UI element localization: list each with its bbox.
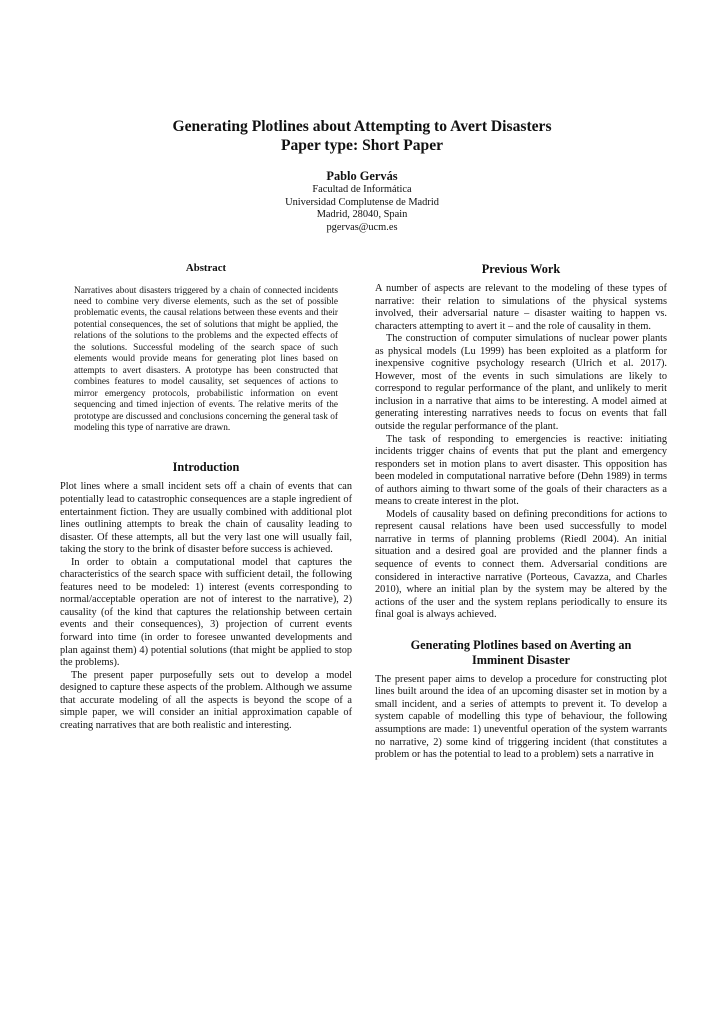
previous-work-heading: Previous Work [481, 262, 561, 276]
author-name: Pablo Gervás [326, 169, 398, 183]
author-email: pgervas@ucm.es [326, 222, 398, 234]
right-column [375, 262, 667, 762]
intro-paragraph-2: In order to obtain a computational model that captures the characteristics of the search space with sufficient detail, the following features need to be modeled: 1) interest (events corresponding to normal/acceptable operation are not of interest to the narrative), 2) causality (of the kind that captures the relationship between certain events and their consequences), 3) projection of current events forward into time (in order to foresee unwanted developments and plan against them) 4) potential solutions (that might be applied to stop the problems). [60, 556, 352, 669]
paper-title [60, 117, 664, 155]
paper-header [60, 117, 664, 235]
generating-paragraph-1: The present paper aims to develop a procedure for constructing plot lines built around the idea of an upcoming disaster set in motion by a small incident, and a series of attempts to prevent it. To develop a system capable of modelling this type of behaviour, the following assumptions are made: 1) uneventful operation of the system warrants no narrative, 2) some kind of triggering incident (that constitutes a problem or has the potential to lead to a problem) sets a narrative in [375, 673, 667, 761]
previous-work-paragraph-3: The task of responding to emergencies is reactive: initiating incidents trigger chains of events that put the plant and emergency responders set in motion plans to avert disaster. This opposition has been modeled in computational narrative before (Dehn 1989) in terms of authors aiming to thwart some of the goals of their characters as a means to create interest in the plot. [375, 433, 667, 508]
affiliation-line-2: Universidad Complutense de Madrid [285, 196, 439, 208]
generating-heading-line-1: Generating Plotlines based on Averting an [410, 637, 632, 652]
title-line-2: Paper type: Short Paper [280, 137, 444, 154]
generating-heading [375, 638, 667, 668]
left-column [60, 262, 352, 732]
previous-work-paragraph-2: The construction of computer simulations of nuclear power plants as physical models (Lu 1999) has been exploited as a platform for inexpensive cognitive psychology research (Ulrich et al. 2017). However, most of the events in such simulations are likely to correspond to regular performance of the plant, and unlikely to merit inclusion in a narrative that aims to be interesting. A model aimed at generating interesting narratives needs to focus on events that fall outside the regular performance of the plant. [375, 333, 667, 433]
affiliation-line-1: Facultad de Informática [312, 184, 412, 195]
intro-paragraph-3: The present paper purposefully sets out to develop a model designed to capture these aspects of the problem. Although we assume that accurate modeling of all the aspects is beyond the scope of a simple paper, we will consider an initial approximation capable of creating narratives that are both realistic and interesting. [60, 669, 352, 731]
abstract-text: Narratives about disasters triggered by a chain of connected incidents need to combine very diverse elements, such as the set of possible problematic events, the causal relations between these events and their potential consequences, the set of solutions that might be applied, the relations of the solutions to the problems and the expected effects of the solutions. Successful modeling of the search space of such elements would provide means for generating plot lines based on attempts to avert disasters. A prototype has been constructed that combines features to model causality, set sequences of actions to mirror emergency protocols, probabilistic information on event sequencing and timed injection of events. The relative merits of the prototype are discussed and conclusions concerning the general task of modeling this type of narrative are drawn. [74, 285, 338, 433]
previous-work-paragraph-1: A number of aspects are relevant to the modeling of these types of narrative: their relation to simulations of the physical systems involved, their adversarial nature – disaster waiting to happen vs. characters attempting to avert it – and the role of causality in them. [375, 283, 667, 332]
affiliation-line-3: Madrid, 28040, Spain [316, 209, 408, 221]
previous-work-paragraph-4: Models of causality based on defining preconditions for actions to represent causal relations have been used successfully to model narrative in terms of planning problems (Riedl 2004). An initial situation and a desired goal are provided and the planner finds a sequence of events to connect them. Adversarial conditions are considered in interactive narrative (Porteous, Cavazza, and Charles 2010), where an initial plan by the system may be altered by the actions of the user and the system replans periodically to ensure its final goal is always achieved. [375, 508, 667, 621]
generating-heading-line-2: Imminent Disaster [471, 652, 571, 667]
intro-paragraph-1: Plot lines where a small incident sets off a chain of events that can potentially lead to catastrophic consequences are a staple ingredient of entertainment fiction. They are usually combined with additional plot lines outlining attempts to break the chain of causality leading to disaster. Of these attempts, all but the very last one will usually fail, taking the story to the brink of disaster before success is achieved. [60, 481, 352, 556]
abstract-heading: Abstract [185, 262, 227, 274]
introduction-heading: Introduction [172, 460, 240, 475]
title-line-1: Generating Plotlines about Attempting to Avert Disasters [172, 118, 552, 135]
